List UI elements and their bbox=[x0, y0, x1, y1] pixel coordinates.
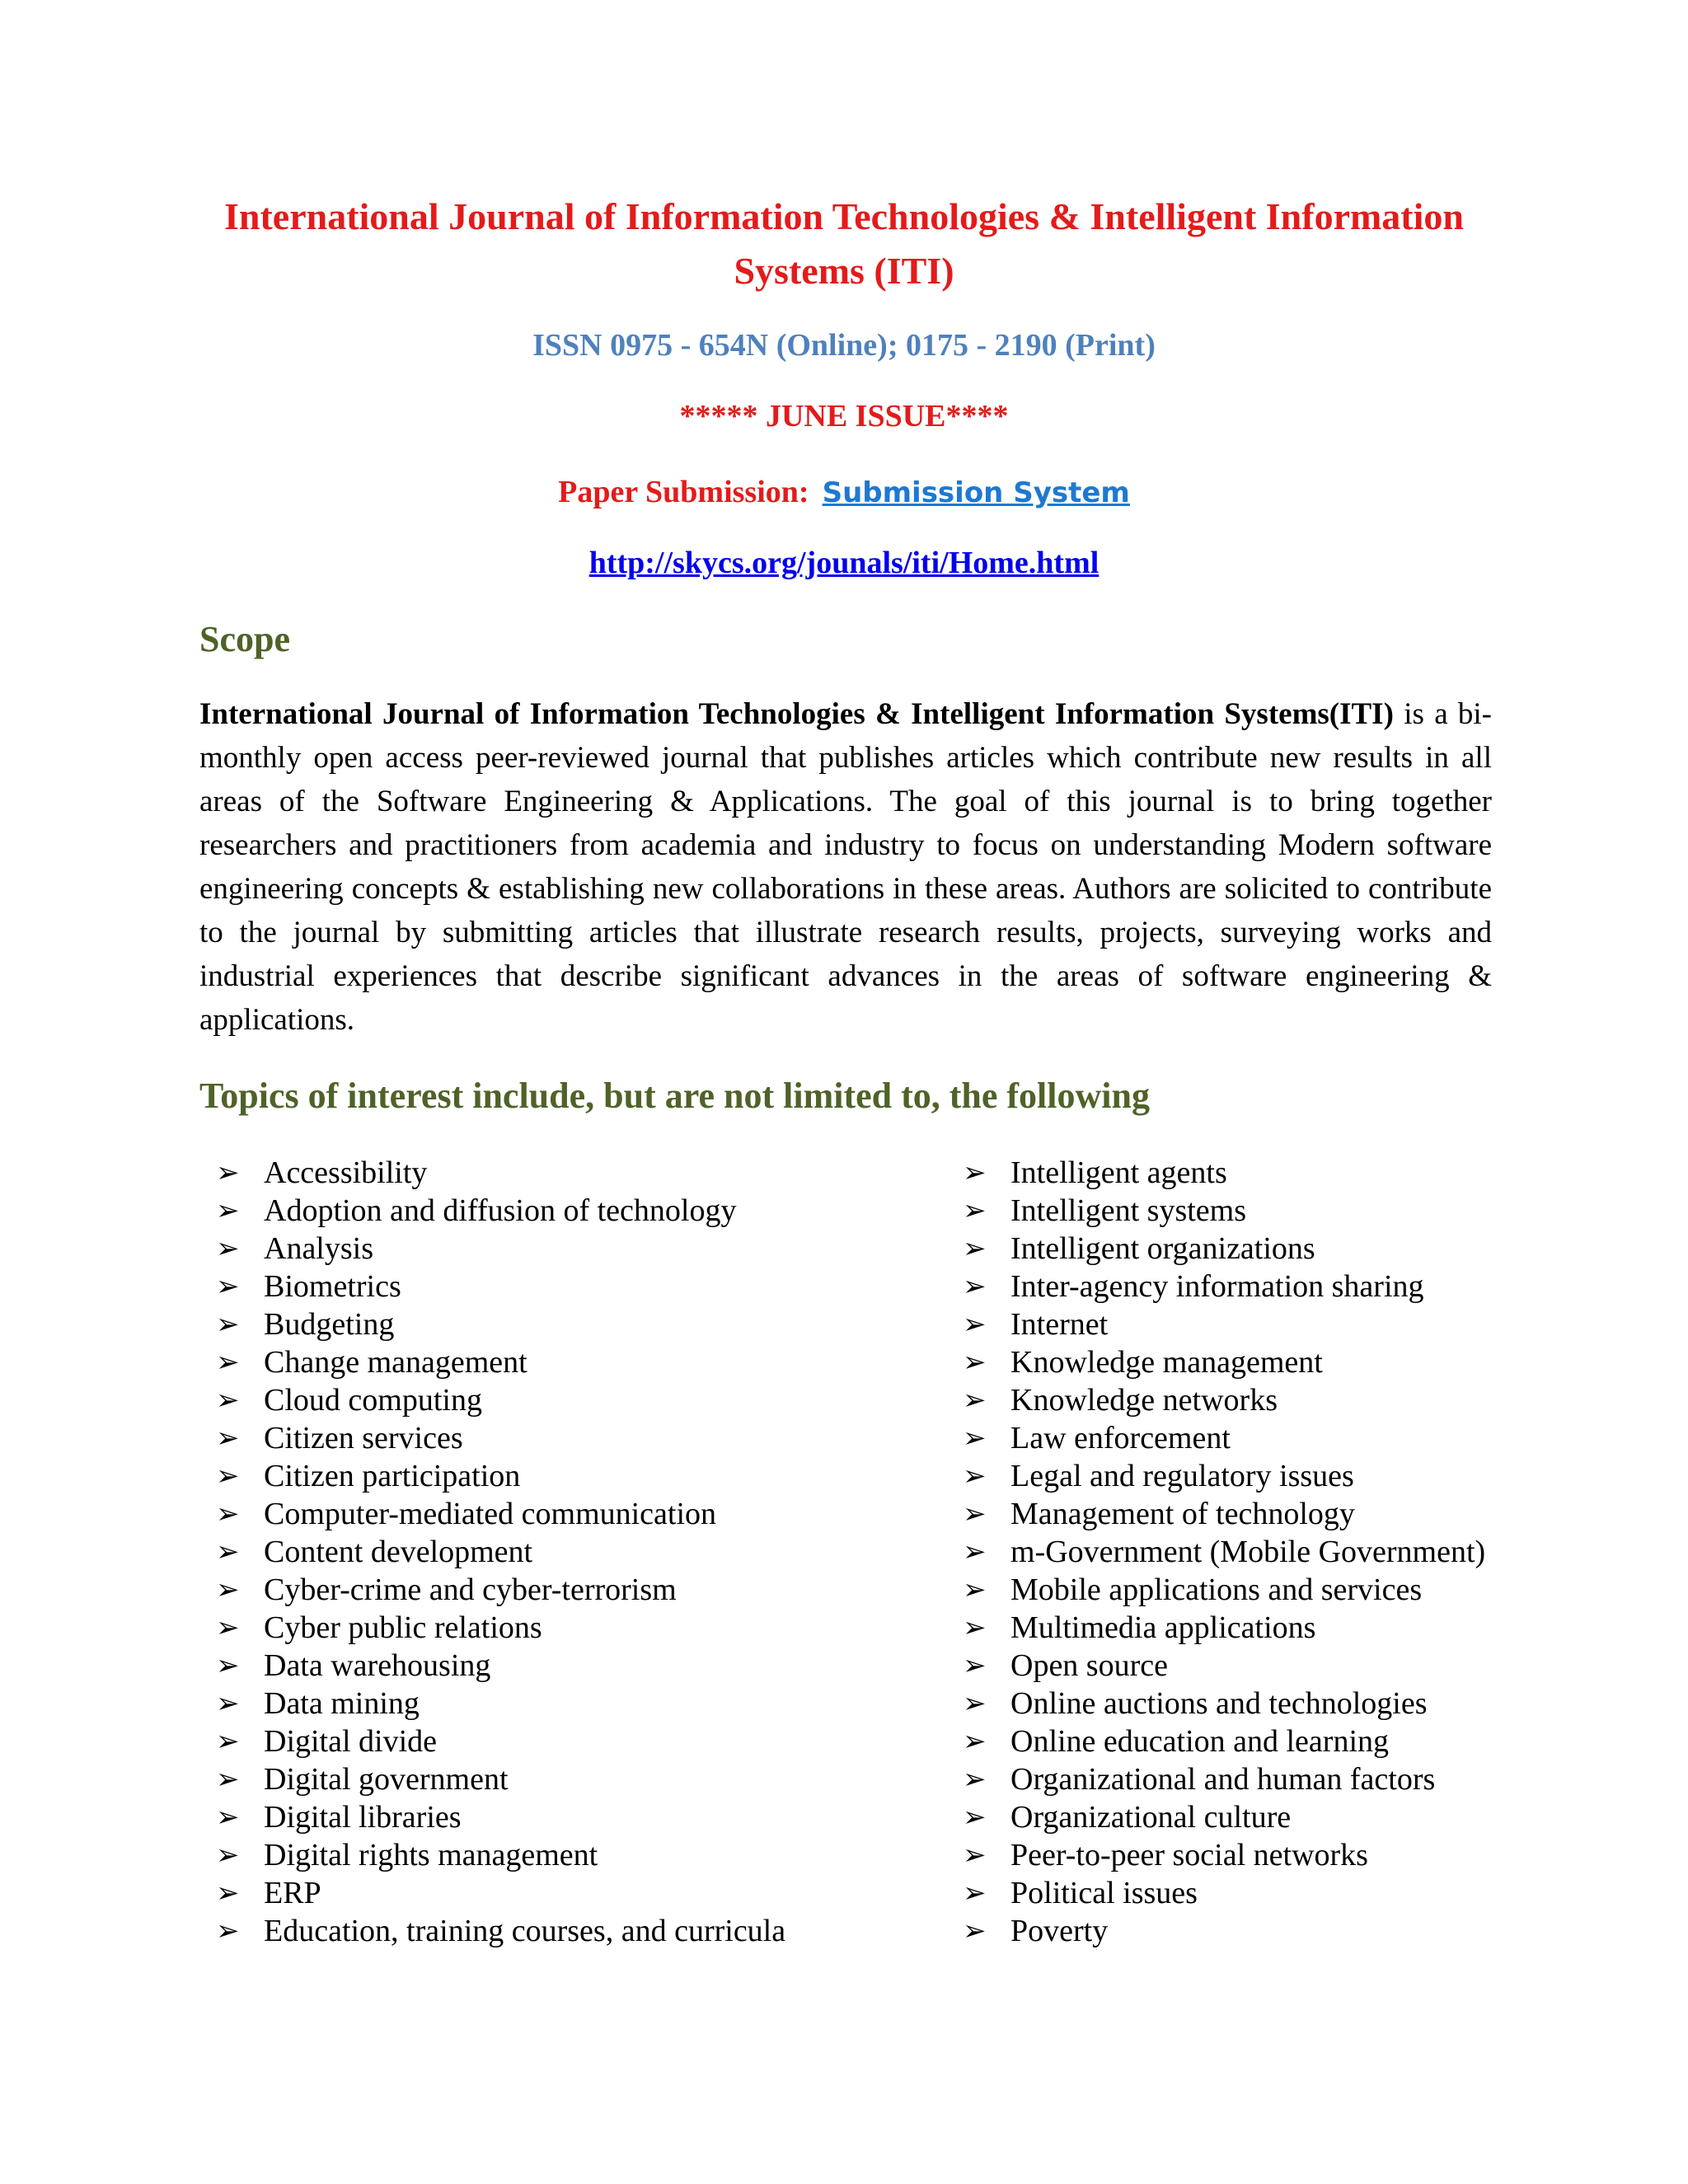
topic-item bbox=[216, 1457, 941, 1495]
topic-label: Political issues bbox=[1010, 1876, 1198, 1910]
topic-item bbox=[963, 1571, 1672, 1609]
topic-item bbox=[216, 1798, 941, 1836]
arrowhead-bullet-icon: ➢ bbox=[216, 1422, 240, 1455]
topic-label: Online education and learning bbox=[1010, 1724, 1390, 1759]
topic-item bbox=[963, 1230, 1672, 1268]
topic-item bbox=[216, 1343, 941, 1381]
arrowhead-bullet-icon: ➢ bbox=[963, 1573, 987, 1606]
arrowhead-bullet-icon: ➢ bbox=[963, 1422, 987, 1455]
topic-label: Citizen services bbox=[264, 1421, 463, 1455]
topic-label: Change management bbox=[264, 1345, 528, 1380]
topic-label: Adoption and diffusion of technology bbox=[264, 1193, 737, 1228]
arrowhead-bullet-icon: ➢ bbox=[963, 1270, 987, 1303]
topic-item bbox=[963, 1305, 1672, 1343]
submission-system-link[interactable]: Submission System bbox=[822, 476, 1130, 509]
arrowhead-bullet-icon: ➢ bbox=[216, 1763, 240, 1796]
topic-label: Inter-agency information sharing bbox=[1010, 1269, 1424, 1304]
topic-item bbox=[963, 1495, 1672, 1533]
topic-label: m-Government (Mobile Government) bbox=[1010, 1535, 1486, 1569]
topic-item bbox=[963, 1798, 1672, 1836]
topic-item bbox=[216, 1381, 941, 1419]
arrowhead-bullet-icon: ➢ bbox=[963, 1156, 987, 1189]
arrowhead-bullet-icon: ➢ bbox=[963, 1460, 987, 1493]
topic-item bbox=[216, 1685, 941, 1722]
topic-label: ERP bbox=[264, 1876, 321, 1910]
topic-item bbox=[963, 1268, 1672, 1305]
topic-label: Education, training courses, and curricula bbox=[264, 1914, 786, 1948]
topic-label: Knowledge management bbox=[1010, 1345, 1323, 1380]
topic-label: Mobile applications and services bbox=[1010, 1572, 1423, 1607]
arrowhead-bullet-icon: ➢ bbox=[963, 1725, 987, 1758]
topic-item bbox=[963, 1192, 1672, 1230]
topic-label: Budgeting bbox=[264, 1307, 395, 1342]
topic-item bbox=[963, 1874, 1672, 1912]
topic-item bbox=[216, 1268, 941, 1305]
arrowhead-bullet-icon: ➢ bbox=[216, 1877, 240, 1910]
topic-label: Management of technology bbox=[1010, 1497, 1355, 1531]
topic-label: Poverty bbox=[1010, 1914, 1109, 1948]
topic-item bbox=[963, 1836, 1672, 1874]
topics-list-right bbox=[963, 1154, 1672, 1950]
topic-label: Legal and regulatory issues bbox=[1010, 1459, 1354, 1493]
topic-label: Peer-to-peer social networks bbox=[1010, 1838, 1368, 1872]
topic-item bbox=[216, 1912, 941, 1950]
topic-item bbox=[216, 1647, 941, 1685]
arrowhead-bullet-icon: ➢ bbox=[216, 1725, 240, 1758]
topic-item bbox=[963, 1533, 1672, 1571]
topics-list-left bbox=[216, 1154, 941, 1950]
paper-submission-line bbox=[165, 471, 1523, 513]
arrowhead-bullet-icon: ➢ bbox=[216, 1687, 240, 1720]
topic-label: Intelligent agents bbox=[1010, 1155, 1227, 1190]
topic-item bbox=[963, 1609, 1672, 1647]
topic-item bbox=[963, 1722, 1672, 1760]
topic-item bbox=[963, 1760, 1672, 1798]
topic-label: Data mining bbox=[264, 1686, 420, 1721]
arrowhead-bullet-icon: ➢ bbox=[963, 1497, 987, 1530]
issue-banner: ***** JUNE ISSUE**** bbox=[679, 399, 1009, 434]
arrowhead-bullet-icon: ➢ bbox=[216, 1573, 240, 1606]
topic-label: Online auctions and technologies bbox=[1010, 1686, 1428, 1721]
arrowhead-bullet-icon: ➢ bbox=[963, 1346, 987, 1379]
arrowhead-bullet-icon: ➢ bbox=[963, 1194, 987, 1227]
topic-item bbox=[216, 1419, 941, 1457]
topic-label: Digital divide bbox=[264, 1724, 438, 1759]
arrowhead-bullet-icon: ➢ bbox=[963, 1649, 987, 1682]
topic-label: Computer-mediated communication bbox=[264, 1497, 717, 1531]
topic-item bbox=[216, 1192, 941, 1230]
arrowhead-bullet-icon: ➢ bbox=[216, 1535, 240, 1568]
arrowhead-bullet-icon: ➢ bbox=[963, 1877, 987, 1910]
topic-item bbox=[963, 1457, 1672, 1495]
scope-paragraph bbox=[199, 692, 1492, 1042]
scope-heading: Scope bbox=[199, 619, 290, 659]
topic-item bbox=[963, 1381, 1672, 1419]
topic-label: Cloud computing bbox=[264, 1383, 482, 1418]
arrowhead-bullet-icon: ➢ bbox=[963, 1535, 987, 1568]
topic-item bbox=[963, 1154, 1672, 1192]
topic-label: Intelligent organizations bbox=[1010, 1231, 1315, 1266]
topic-label: Intelligent systems bbox=[1010, 1193, 1247, 1228]
arrowhead-bullet-icon: ➢ bbox=[216, 1308, 240, 1341]
topic-item bbox=[216, 1571, 941, 1609]
arrowhead-bullet-icon: ➢ bbox=[963, 1915, 987, 1947]
scope-body-text: is a bi-monthly open access peer-reviewed journal that publishes articles which contribute new results in all areas of the Software Engineering & Applications. The goal of this journal is to bring together researchers and practitioners from academia and industry to focus on understanding Modern software engineering concepts & establishing new collaborations in these areas. Authors are solicited to contribute to the journal by submitting articles that illustrate research results, projects, surveying works and industrial experiences that describe significant advances in the areas of software engineering & applications. bbox=[199, 697, 1493, 1037]
arrowhead-bullet-icon: ➢ bbox=[963, 1839, 987, 1872]
arrowhead-bullet-icon: ➢ bbox=[216, 1839, 240, 1872]
arrowhead-bullet-icon: ➢ bbox=[216, 1346, 240, 1379]
topic-item bbox=[216, 1836, 941, 1874]
topic-label: Open source bbox=[1010, 1648, 1168, 1683]
topic-item bbox=[216, 1874, 941, 1912]
topic-item bbox=[216, 1305, 941, 1343]
arrowhead-bullet-icon: ➢ bbox=[216, 1156, 240, 1189]
topic-label: Citizen participation bbox=[264, 1459, 521, 1493]
topic-label: Multimedia applications bbox=[1010, 1610, 1316, 1645]
arrowhead-bullet-icon: ➢ bbox=[963, 1801, 987, 1834]
arrowhead-bullet-icon: ➢ bbox=[216, 1384, 240, 1417]
topic-label: Law enforcement bbox=[1010, 1421, 1231, 1455]
topic-item bbox=[216, 1230, 941, 1268]
arrowhead-bullet-icon: ➢ bbox=[216, 1801, 240, 1834]
journal-title: International Journal of Information Technologies & Intelligent Information Systems (ITI) bbox=[223, 195, 1464, 292]
arrowhead-bullet-icon: ➢ bbox=[216, 1232, 240, 1265]
arrowhead-bullet-icon: ➢ bbox=[216, 1611, 240, 1644]
topic-item bbox=[216, 1495, 941, 1533]
topic-item bbox=[963, 1343, 1672, 1381]
arrowhead-bullet-icon: ➢ bbox=[216, 1649, 240, 1682]
arrowhead-bullet-icon: ➢ bbox=[963, 1384, 987, 1417]
topic-item bbox=[963, 1685, 1672, 1722]
topic-label: Accessibility bbox=[264, 1155, 428, 1190]
journal-home-link[interactable]: http://skycs.org/jounals/iti/Home.html bbox=[588, 546, 1100, 580]
topic-label: Analysis bbox=[264, 1231, 373, 1266]
topic-label: Knowledge networks bbox=[1010, 1383, 1278, 1418]
issn-line: ISSN 0975 - 654N (Online); 0175 - 2190 (Print) bbox=[532, 328, 1156, 363]
topic-label: Digital rights management bbox=[264, 1838, 598, 1872]
arrowhead-bullet-icon: ➢ bbox=[963, 1308, 987, 1341]
arrowhead-bullet-icon: ➢ bbox=[216, 1915, 240, 1947]
topic-label: Cyber public relations bbox=[264, 1610, 542, 1645]
topic-item bbox=[216, 1533, 941, 1571]
arrowhead-bullet-icon: ➢ bbox=[216, 1460, 240, 1493]
topic-label: Content development bbox=[264, 1535, 533, 1569]
topic-label: Biometrics bbox=[264, 1269, 401, 1304]
topic-label: Organizational culture bbox=[1010, 1800, 1292, 1835]
topic-item bbox=[216, 1722, 941, 1760]
paper-submission-label: Paper Submission: bbox=[558, 475, 809, 509]
topic-label: Organizational and human factors bbox=[1010, 1762, 1436, 1797]
arrowhead-bullet-icon: ➢ bbox=[963, 1232, 987, 1265]
arrowhead-bullet-icon: ➢ bbox=[963, 1763, 987, 1796]
arrowhead-bullet-icon: ➢ bbox=[216, 1194, 240, 1227]
topic-item bbox=[216, 1609, 941, 1647]
topic-item bbox=[963, 1912, 1672, 1950]
arrowhead-bullet-icon: ➢ bbox=[216, 1497, 240, 1530]
topics-heading: Topics of interest include, but are not limited to, the following bbox=[199, 1076, 1150, 1116]
arrowhead-bullet-icon: ➢ bbox=[963, 1687, 987, 1720]
scope-journal-name: International Journal of Information Technologies & Intelligent Information Systems(ITI) bbox=[199, 697, 1394, 731]
topic-item bbox=[216, 1760, 941, 1798]
topic-label: Digital government bbox=[264, 1762, 509, 1797]
arrowhead-bullet-icon: ➢ bbox=[216, 1270, 240, 1303]
topic-label: Data warehousing bbox=[264, 1648, 491, 1683]
topic-label: Cyber-crime and cyber-terrorism bbox=[264, 1572, 677, 1607]
topic-item bbox=[963, 1647, 1672, 1685]
topic-label: Digital libraries bbox=[264, 1800, 462, 1835]
topic-item bbox=[216, 1154, 941, 1192]
arrowhead-bullet-icon: ➢ bbox=[963, 1611, 987, 1644]
topic-item bbox=[963, 1419, 1672, 1457]
topic-label: Internet bbox=[1010, 1307, 1109, 1342]
